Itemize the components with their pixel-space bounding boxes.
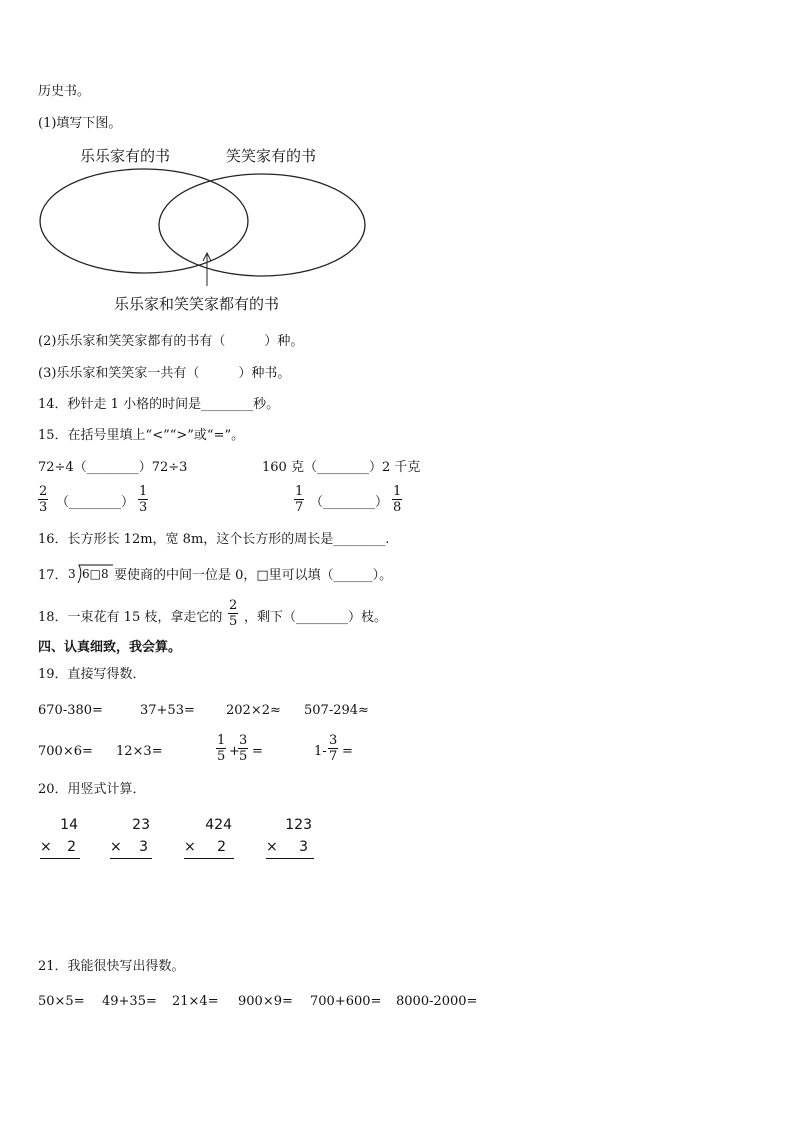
q14-text: 14．秒针走 1 小格的时间是________秒。 xyxy=(38,397,280,412)
q17-number: 17． xyxy=(38,568,68,583)
q19-item-1: 670-380= xyxy=(38,703,103,718)
q19-item-4: 507-294≈ xyxy=(304,703,369,718)
q20-title: 20．用竖式计算． xyxy=(38,782,146,797)
q21-title: 21．我能很快写出得数。 xyxy=(38,959,185,974)
q20-3-bottom: × 2 xyxy=(184,838,234,859)
q19-item-5: 700×6= xyxy=(38,744,93,759)
q15-text: 15．在括号里填上“<”“>”或“=”。 xyxy=(38,428,245,443)
q15d-fraction-right: 1 8 xyxy=(393,484,402,515)
q21-item-2: 49+35= xyxy=(102,994,157,1009)
q2-text: (2)乐乐家和笑笑家都有的书有（ ）种。 xyxy=(38,334,304,349)
q20-1-bottom: × 2 xyxy=(40,838,80,859)
q18-text-start: 18．一束花有 15 枝，拿走它的 xyxy=(38,610,223,625)
venn-left-circle xyxy=(40,169,248,273)
history-book-text: 历史书。 xyxy=(38,84,91,99)
q17-long-division xyxy=(68,564,114,584)
q20-problem-4 xyxy=(266,816,314,859)
q15d-blank: （________） xyxy=(310,495,389,510)
q20-1-top: 14 xyxy=(60,817,78,833)
venn-right-label: 笑笑家有的书 xyxy=(226,147,317,165)
q20-2-bottom: × 3 xyxy=(110,838,152,859)
q19-one-minus: 1- xyxy=(314,744,327,759)
q21-item-6: 8000-2000= xyxy=(396,994,478,1009)
q19-title: 19．直接写得数． xyxy=(38,667,146,682)
q17-text: 要使商的中间一位是 0，□里可以填（______）。 xyxy=(114,568,393,583)
q18-text-end: ，剩下（________）枝。 xyxy=(244,610,388,625)
section-four-heading: 四、认真细致，我会算。 xyxy=(38,640,182,655)
q19-item-6: 12×3= xyxy=(116,744,163,759)
q15-item-b: 160 克（________）2 千克 xyxy=(262,460,421,475)
q17-dividend: 6□8 xyxy=(82,567,109,581)
q21-item-4: 900×9= xyxy=(238,994,293,1009)
q15c-fraction-right: 1 3 xyxy=(139,484,148,515)
q19-fraction-3: 3 7 xyxy=(329,733,338,764)
venn-bottom-label: 乐乐家和笑笑家都有的书 xyxy=(114,295,280,313)
q20-problem-3 xyxy=(184,816,234,859)
q20-problem-2 xyxy=(110,816,152,859)
q21-item-3: 21×4= xyxy=(172,994,219,1009)
q19-item-3: 202×2≈ xyxy=(226,703,281,718)
q16-text: 16．长方形长 12m，宽 8m，这个长方形的周长是________. xyxy=(38,532,390,547)
q19-item-2: 37+53= xyxy=(140,703,195,718)
q15c-blank: （________） xyxy=(56,495,135,510)
q15c-fraction-left: 2 3 xyxy=(39,484,48,515)
q18-fraction: 2 5 xyxy=(229,598,238,629)
q20-4-bottom: × 3 xyxy=(266,838,314,859)
q21-item-5: 700+600= xyxy=(310,994,382,1009)
q15d-fraction-left: 1 7 xyxy=(295,484,304,515)
q19-fraction-1: 1 5 xyxy=(217,733,226,764)
q19-equals-2: = xyxy=(342,744,353,759)
q20-problem-1 xyxy=(40,816,80,859)
q20-3-top: 424 xyxy=(205,817,232,833)
q15-item-a: 72÷4（________）72÷3 xyxy=(38,460,188,475)
q3-text: (3)乐乐家和笑笑家一共有（ ）种书。 xyxy=(38,366,291,381)
q19-fraction-2: 3 5 xyxy=(239,733,248,764)
q20-2-top: 23 xyxy=(132,817,150,833)
q17-divisor: 3 xyxy=(68,567,76,581)
q1-label: (1)填写下图。 xyxy=(38,116,122,131)
venn-left-label: 乐乐家有的书 xyxy=(80,147,171,165)
q19-plus: + xyxy=(229,744,240,759)
q21-item-1: 50×5= xyxy=(38,994,85,1009)
q19-equals-1: = xyxy=(252,744,263,759)
q20-4-top: 123 xyxy=(285,817,312,833)
venn-right-circle xyxy=(159,174,365,276)
venn-diagram xyxy=(38,168,372,288)
